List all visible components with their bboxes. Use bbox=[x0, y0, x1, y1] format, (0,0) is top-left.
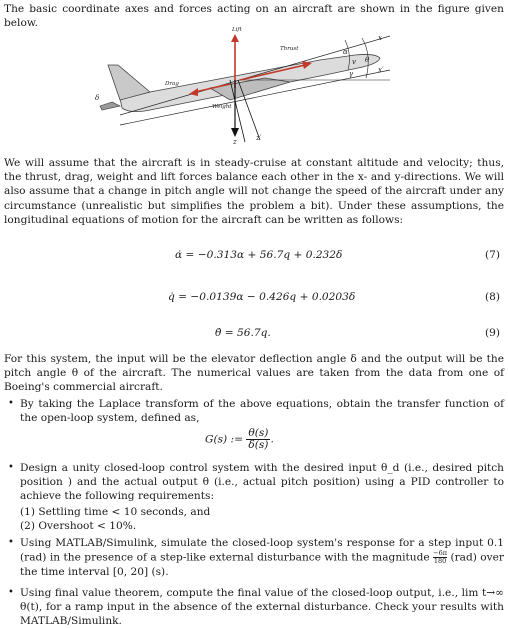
equation-7-number: (7) bbox=[485, 249, 501, 261]
aircraft-figure bbox=[90, 20, 410, 150]
bullet-dot-1: • bbox=[8, 398, 14, 409]
gamma-label: γ bbox=[349, 70, 354, 78]
tf-denominator: δ(s) bbox=[248, 439, 269, 451]
requirement-settling: (1) Settling time < 10 seconds, and bbox=[20, 506, 211, 518]
tf-period: . bbox=[270, 433, 274, 446]
lift-label: Lift bbox=[232, 27, 242, 33]
transfer-function bbox=[205, 428, 274, 451]
drag-label: Drag bbox=[165, 81, 179, 87]
tf-fraction bbox=[246, 428, 270, 451]
simulation-text-a: Using MATLAB/Simulink, simulate the closed-loop system's response for a step input 0.1 (rad) in the presence of a step-like external disturbance with the magnitude bbox=[20, 537, 504, 564]
x-label: x bbox=[378, 34, 382, 42]
delta-label: δ bbox=[95, 94, 100, 102]
bullet-pid-design: Design a unity closed-loop control system with the desired input θ_d (i.e., desired pitch position ) and the actual output θ (i.e., actual pitch position) using a PID controller to achieve the following requirements: bbox=[20, 462, 504, 503]
system-paragraph: For this system, the input will be the elevator deflection angle δ and the output will be the pitch angle θ of the aircraft. The numerical values are taken from the data from one of Boeing's commercial aircraft. bbox=[4, 353, 504, 394]
z-label: z bbox=[233, 138, 237, 146]
v-label: v bbox=[352, 58, 356, 66]
elevator bbox=[100, 102, 120, 110]
thrust-label: Thrust bbox=[280, 46, 299, 52]
bullet-simulation bbox=[20, 536, 504, 579]
x-prime-label: x′ bbox=[378, 66, 384, 74]
requirement-overshoot: (2) Overshoot < 10%. bbox=[20, 520, 137, 532]
bullet-dot-3: • bbox=[8, 537, 14, 548]
simulation-text-b: (rad) over the time interval [0, 20] (s). bbox=[20, 551, 505, 579]
intro-text: The basic coordinate axes and forces acting on an aircraft are shown in the figure given below. bbox=[4, 3, 504, 30]
equation-8-number: (8) bbox=[485, 291, 501, 303]
equation-9: θ̇ = 56.7q. bbox=[215, 327, 271, 339]
theta-label: θ bbox=[365, 56, 370, 64]
weight-label: Weight bbox=[212, 104, 232, 110]
z-prime-label: z′ bbox=[256, 134, 262, 142]
disturbance-numerator: −6π bbox=[433, 549, 447, 558]
tf-lhs: G(s) := bbox=[205, 433, 243, 446]
equation-8: q̇ = −0.0139α − 0.426q + 0.0203δ bbox=[168, 291, 356, 303]
alpha-label: α bbox=[343, 48, 348, 56]
assumptions-paragraph: We will assume that the aircraft is in steady-cruise at constant altitude and velocity; thus, the thrust, drag, weight and lift forces balance each other in the x- and y-directions. We will also assume that a change in pitch angle will not change the speed of the aircraft under any circumstance (unrealistic but simplifies the problem a bit). Under these assumptions, the longitudinal equations of motion for the aircraft can be written as follows: bbox=[4, 157, 504, 226]
equation-9-number: (9) bbox=[485, 327, 501, 339]
disturbance-denominator: 180 bbox=[433, 557, 447, 566]
bullet-dot-2: • bbox=[8, 462, 14, 473]
bullet-final-value: Using final value theorem, compute the final value of the closed-loop output, i.e., lim t→∞ θ(t), for a ramp input in the absence of the external disturbance. Check your results with MATLAB/Simulink. bbox=[20, 587, 504, 628]
bullet-laplace: By taking the Laplace transform of the above equations, obtain the transfer function of the open-loop system, defined as, bbox=[20, 398, 504, 425]
tf-numerator: θ(s) bbox=[248, 427, 269, 439]
disturbance-fraction bbox=[433, 550, 447, 565]
equation-7: α̇ = −0.313α + 56.7q + 0.232δ bbox=[175, 249, 343, 261]
bullet-dot-4: • bbox=[8, 587, 14, 598]
